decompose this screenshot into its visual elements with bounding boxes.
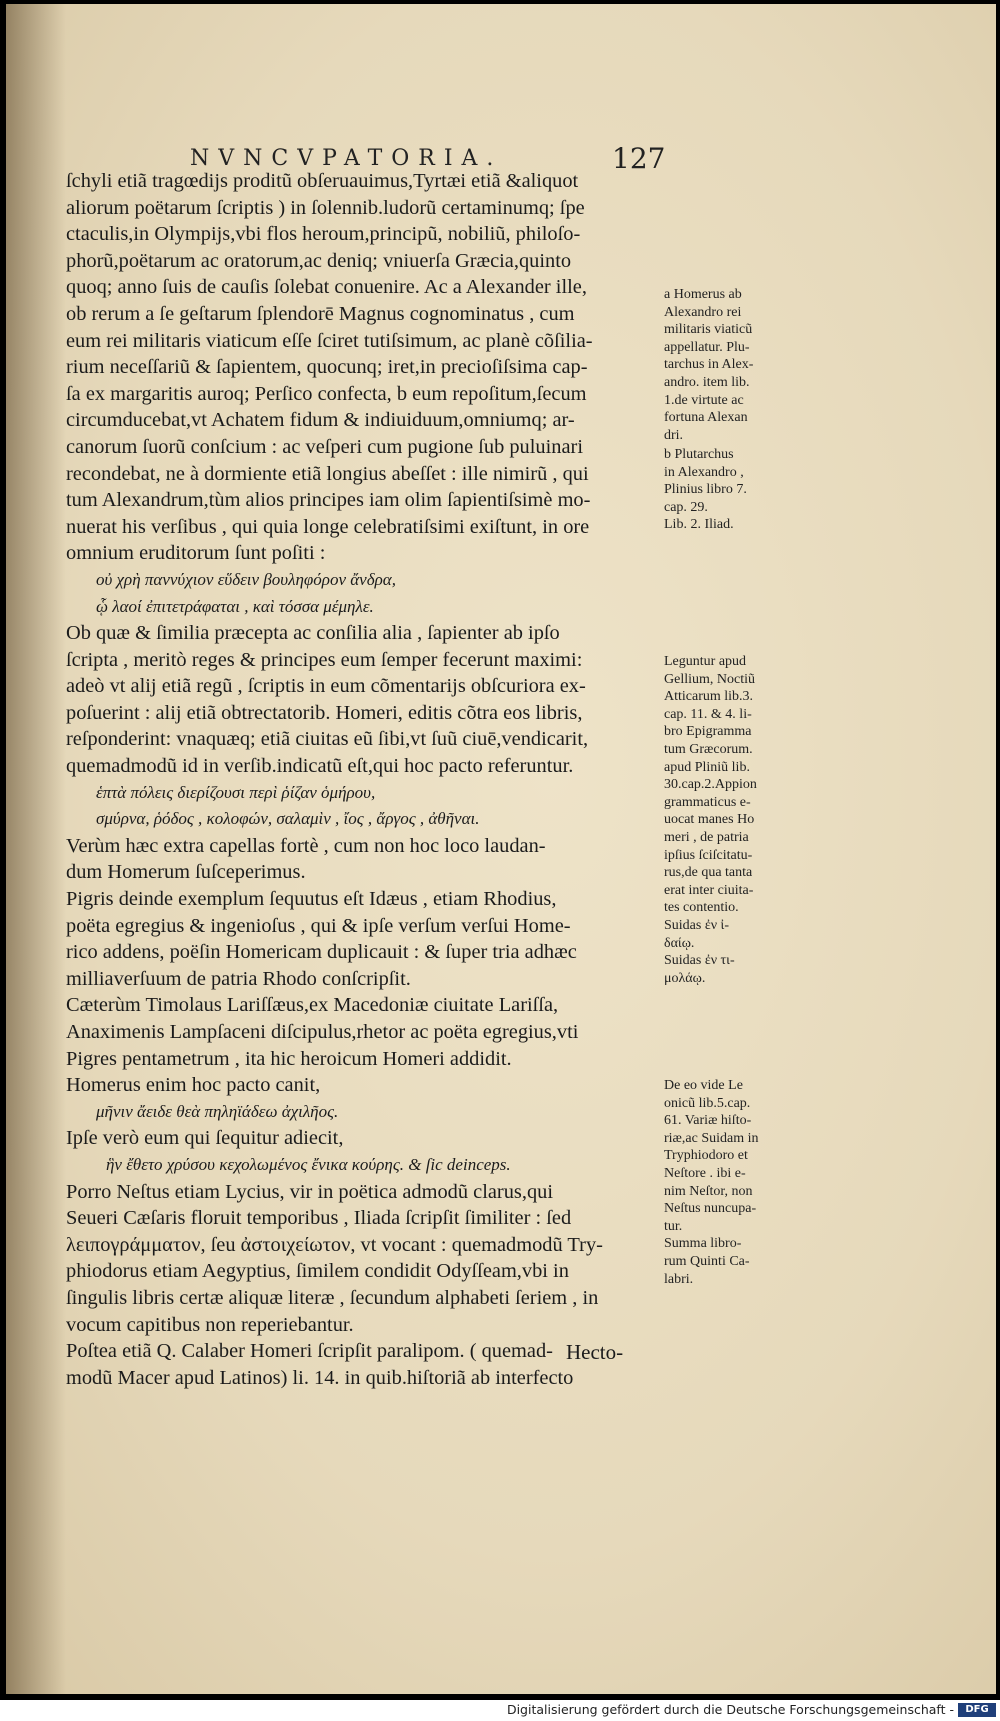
- text-line: ſingulis libris certæ aliquæ literæ , ſecundum alphabeti ſeriem , in: [66, 1286, 599, 1309]
- text-line: milliaverſuum de patria Rhodo conſcripſit.: [66, 967, 411, 990]
- text-line: rico addens, poëſin Homericam duplicauit : & ſuper tria adhæc: [66, 941, 577, 964]
- margin-note-line: 1.de virtute ac: [664, 392, 744, 408]
- greek-quotation-1: [66, 567, 644, 620]
- text-line: recondebat, ne à dormiente etiã longius abeſſet : ille nimirũ , qui: [66, 462, 589, 485]
- text-line: dum Homerum ſuſceperimus.: [66, 861, 306, 884]
- text-line: quemadmodũ id in verſib.indicatũ eſt,qui hoc pacto referuntur.: [66, 755, 574, 778]
- margin-note-line: tes contentio.: [664, 900, 739, 916]
- text-line: ſa ex margaritis auroq; Perſico confecta, b eum repoſitum,ſecum: [66, 382, 587, 405]
- text-line: poëta egregius & ingenioſus , qui & ipſe verſum verſui Home-: [66, 914, 571, 937]
- margin-note-line: b Plutarchus: [664, 447, 734, 462]
- margin-note-line: Lib. 2. Iliad.: [664, 517, 734, 533]
- margin-note-a: [664, 286, 812, 444]
- text-line: Cæterùm Timolaus Lariſſæus,ex Macedoniæ ciuitate Lariſſa,: [66, 994, 559, 1017]
- margin-note-line: Summa libro-: [664, 1236, 742, 1252]
- text-line: ſchyli etiã tragœdijs proditũ obſeruauimus,Tyrtæi etiã &aliquot: [66, 170, 579, 192]
- margin-note-line: 30.cap.2.Appion: [664, 777, 757, 793]
- text-line: reſponderint: vnaquæq; etiã ciuitas eũ ſibi,vt ſuũ ciuē,vendicarit,: [66, 728, 589, 751]
- margin-note-line: bro Epigramma: [664, 724, 752, 740]
- greek-quotation-4: ἣν ἔθετο χρύσου κεχολωμένος ἔνικα κούρης. & ſic deinceps.: [106, 1154, 511, 1174]
- margin-note-line: in Alexandro ,: [664, 464, 744, 480]
- margin-note-line: nim Neſtor, non: [664, 1183, 753, 1199]
- text-line: modũ Macer apud Latinos) li. 14. in quib.hiſtoriã ab interfecto: [66, 1366, 574, 1389]
- greek-line: σμύρνα, ῥόδος , κολοφών, σαλαμὶν , ἴος , ἄργος , ἀθῆναι.: [96, 809, 480, 829]
- margin-note-line: andro. item lib.: [664, 374, 750, 390]
- margin-note-line: cap. 11. & 4. li-: [664, 706, 752, 722]
- margin-note-line: tur.: [664, 1218, 683, 1234]
- margin-note-line: rus,de qua tanta: [664, 865, 753, 881]
- catchword: Hecto-: [566, 1340, 624, 1364]
- text-line: λειπογράμματον, ſeu ἀστοιχείωτον, vt vocant : quemadmodũ Try-: [66, 1233, 603, 1256]
- main-paragraph-1: [66, 168, 644, 567]
- text-line: Porro Neſtus etiam Lycius, vir in poëtica admodũ clarus,qui: [66, 1180, 554, 1203]
- text-line: omnium eruditorum ſunt poſiti :: [66, 542, 326, 565]
- margin-note-line: labri.: [664, 1271, 694, 1287]
- margin-note-c: [664, 653, 812, 987]
- text-line: circumducebat,vt Achatem fidum & indiuiduum,omniumq; ar-: [66, 409, 575, 432]
- margin-note-b: [664, 446, 812, 534]
- margin-note-line: tum Græcorum.: [664, 741, 753, 757]
- greek-line: ἑπτὰ πόλεις διερίζουσι περὶ ῥίζαν ὁμήρου,: [96, 782, 376, 802]
- text-line: Poſtea etiã Q. Calaber Homeri ſcripſit paralipom. ( quemad-: [66, 1340, 553, 1363]
- text-line: ſcripta , meritò reges & principes eum ſemper fecerunt maximi:: [66, 648, 583, 671]
- text-line: vocum capitibus non reperiebantur.: [66, 1313, 354, 1336]
- margin-note-line: Alexandro rei: [664, 304, 742, 320]
- greek-quotation-3: μῆνιν ἄειδε θεὰ πηληϊάδεω ἀχιλῆος.: [96, 1101, 339, 1121]
- margin-note-line: Atticarum lib.3.: [664, 689, 754, 705]
- text-line: ob rerum a ſe geſtarum ſplendorē Magnus cognominatus , cum: [66, 302, 575, 325]
- text-line: ctaculis,in Olympijs,vbi flos heroum,principũ, nobiliũ, philoſo-: [66, 223, 581, 246]
- margin-note-line: De eo vide Le: [664, 1078, 743, 1093]
- text-line: eum rei militaris viaticum eſſe ſciret tutiſsimum, ac planè cõſilia-: [66, 329, 593, 352]
- margin-note-line: a Homerus ab: [664, 287, 742, 302]
- page-number: 127: [612, 142, 666, 175]
- margin-note-line: Tryphiodoro et: [664, 1148, 748, 1164]
- text-line: Verùm hæc extra capellas fortè , cum non hoc loco laudan-: [66, 834, 546, 857]
- margin-note-line: Gellium, Noctiũ: [664, 671, 755, 687]
- running-head: NVNCVPATORIA.: [190, 146, 503, 171]
- margin-note-line: erat inter ciuita-: [664, 882, 754, 898]
- margin-note-line: cap. 29.: [664, 499, 708, 515]
- margin-note-line: Plinius libro 7.: [664, 482, 747, 498]
- greek-line: οὐ χρὴ παννύχιον εὕδειν βουληφόρον ἄνδρα,: [96, 569, 396, 589]
- main-paragraph-2: [66, 620, 644, 780]
- margin-note-line: Neſtore . ibi e-: [664, 1165, 746, 1181]
- text-line: Pigres pentametrum , ita hic heroicum Homeri addidit.: [66, 1047, 512, 1070]
- margin-note-line: ipſius ſciſcitatu-: [664, 847, 753, 863]
- margin-note-line: δαίῳ.: [664, 935, 695, 951]
- text-line: nuerat his verſibus , qui quia longe celebratiſsimi exiſtunt, in ore: [66, 515, 590, 538]
- margin-note-line: appellatur. Plu-: [664, 339, 750, 355]
- footer-credit: Digitalisierung gefördert durch die Deutsche Forschungsgemeinschaft -: [506, 1702, 954, 1717]
- margin-note-line: meri , de patria: [664, 829, 749, 845]
- text-line: quoq; anno ſuis de cauſis ſolebat conuenire. Ac a Alexander ille,: [66, 276, 587, 299]
- margin-note-line: uocat manes Ho: [664, 812, 755, 828]
- margin-note-line: grammaticus e-: [664, 794, 751, 810]
- greek-line: ᾧ λαοί ἐπιτετράφαται , καὶ τόσσα μέμηλε.: [96, 596, 374, 616]
- gutter-shadow: [6, 4, 66, 1694]
- margin-note-line: tarchus in Alex-: [664, 357, 754, 373]
- margin-note-d: [664, 1077, 812, 1288]
- text-line: phorũ,poëtarum ac oratorum,ac deniq; vniuerſa Græcia,quinto: [66, 249, 572, 272]
- margin-note-line: rum Quinti Ca-: [664, 1253, 750, 1269]
- text-line: canorum ſuorũ conſcium : ac veſperi cum pugione ſub puluinari: [66, 435, 583, 458]
- margin-note-line: dri.: [664, 427, 684, 443]
- margin-note-line: fortuna Alexan: [664, 410, 748, 426]
- margin-note-line: onicũ lib.5.cap.: [664, 1095, 751, 1111]
- main-text-column: [66, 168, 644, 1391]
- footer-bar: [0, 1700, 1000, 1721]
- text-line: phiodorus etiam Aegyptius, ſimilem condidit Odyſſeam,vbi in: [66, 1260, 569, 1283]
- text-line: Homerus enim hoc pacto canit,: [66, 1074, 321, 1097]
- text-line: aliorum poëtarum ſcriptis ) in ſolennib.ludorũ certaminumq; ſpe: [66, 196, 585, 219]
- text-line: Seueri Cæſaris floruit temporibus , Iliada ſcripſit ſimiliter : ſed: [66, 1207, 572, 1230]
- margin-note-line: 61. Variæ hiſto-: [664, 1113, 752, 1129]
- text-line: poſuerint : alij etiã obtrectatorib. Homeri, editis cõtra eos libris,: [66, 701, 583, 724]
- margin-note-line: riæ,ac Suidam in: [664, 1130, 759, 1146]
- text-line: Anaximenis Lampſaceni diſcipulus,rhetor ac poëta egregius,vti: [66, 1021, 579, 1043]
- margin-note-line: militaris viaticũ: [664, 322, 753, 338]
- margin-note-line: Suidas ἐν ἰ-: [664, 917, 729, 933]
- main-line-4: Ipſe verò eum qui ſequitur adiecit,: [66, 1127, 344, 1150]
- dfg-logo: DFG: [958, 1703, 996, 1717]
- text-line: rium neceſſariũ & ſapientem, quocunq; iret,in precioſiſsima cap-: [66, 356, 588, 379]
- margin-note-line: Suidas ἐν τι-: [664, 953, 735, 969]
- text-line: tum Alexandrum,tùm alios principes iam olim ſapientiſsimè mo-: [66, 489, 591, 512]
- margin-note-line: Leguntur apud: [664, 654, 747, 669]
- text-line: Ob quæ & ſimilia præcepta ac conſilia alia , ſapienter ab ipſo: [66, 622, 560, 645]
- text-line: adeò vt alij etiã regũ , ſcriptis in eum cõmentarijs obſcuriora ex-: [66, 675, 586, 698]
- margin-note-line: apud Pliniũ lib.: [664, 759, 750, 775]
- text-line: Pigris deinde exemplum ſequutus eſt Idæus , etiam Rhodius,: [66, 888, 557, 911]
- margin-note-line: Neſtus nuncupa-: [664, 1201, 757, 1217]
- main-paragraph-3: [66, 833, 644, 1099]
- main-paragraph-5: [66, 1179, 644, 1392]
- margin-note-line: μολάῳ.: [664, 970, 706, 986]
- greek-quotation-2: [66, 780, 644, 833]
